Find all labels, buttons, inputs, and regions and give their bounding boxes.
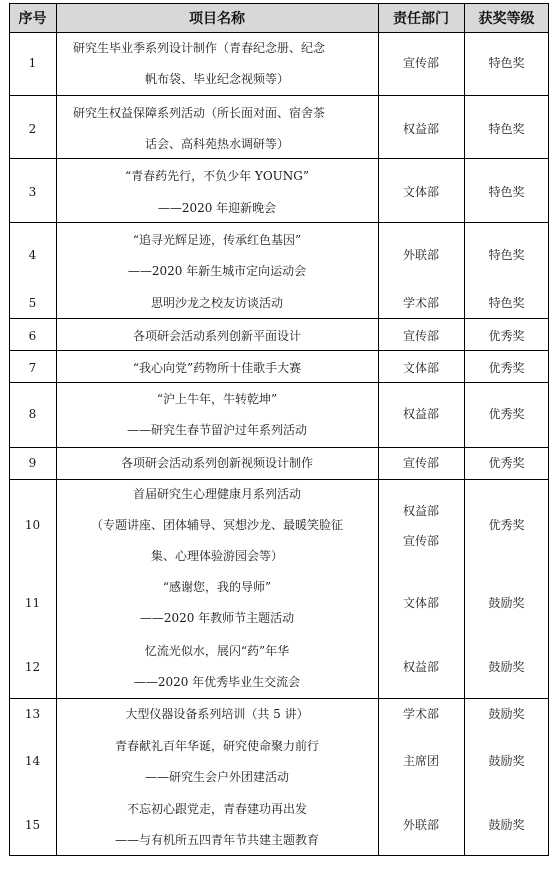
row-project-name: ——2020 年新生城市定向运动会 xyxy=(127,264,307,278)
row-project-name: 话会、高科苑热水调研等） xyxy=(144,137,290,151)
row-award-level: 鼓励奖 xyxy=(488,754,525,768)
row-award-level: 特色奖 xyxy=(488,122,525,136)
row-divider xyxy=(9,698,549,699)
row-department: 宣传部 xyxy=(402,456,440,470)
row-award-level: 优秀奖 xyxy=(488,329,525,343)
row-project-name: “感谢您，我的导师” xyxy=(162,580,272,594)
row-seq: 6 xyxy=(28,329,37,343)
row-project-name: 思明沙龙之校友访谈活动 xyxy=(150,296,284,310)
row-department: 权益部 xyxy=(402,407,440,421)
row-department: 学术部 xyxy=(402,707,440,721)
row-award-level: 优秀奖 xyxy=(488,407,525,421)
header-department: 责任部门 xyxy=(378,3,464,32)
row-project-name: 不忘初心跟党走，青春建功再出发 xyxy=(126,802,308,816)
row-department: 宣传部 xyxy=(402,56,440,70)
column-divider xyxy=(464,3,465,856)
row-department: 权益部 xyxy=(402,504,440,518)
row-award-level: 鼓励奖 xyxy=(488,818,525,832)
row-award-level: 特色奖 xyxy=(488,248,525,262)
row-award-level: 优秀奖 xyxy=(488,456,525,470)
row-seq: 1 xyxy=(28,56,37,70)
row-department: 宣传部 xyxy=(402,534,440,548)
row-project-name: （专题讲座、团体辅导、冥想沙龙、最暖笑脸征 xyxy=(90,518,344,532)
row-department: 外联部 xyxy=(402,818,440,832)
row-project-name: 大型仪器设备系列培训（共 5 讲） xyxy=(125,707,309,721)
row-department: 外联部 xyxy=(402,248,440,262)
row-seq: 7 xyxy=(28,361,37,375)
row-divider xyxy=(9,382,549,383)
row-project-name: “沪上牛年，牛转乾坤” xyxy=(156,392,278,406)
row-seq: 12 xyxy=(24,660,41,674)
row-department: 文体部 xyxy=(402,361,440,375)
column-divider xyxy=(548,3,549,856)
row-department: 学术部 xyxy=(402,296,440,310)
row-seq: 5 xyxy=(28,296,37,310)
row-department: 权益部 xyxy=(402,122,440,136)
row-award-level: 优秀奖 xyxy=(488,518,525,532)
row-project-name: ——2020 年教师节主题活动 xyxy=(139,611,295,625)
row-project-name: 青春献礼百年华诞，研究使命聚力前行 xyxy=(114,739,320,753)
row-project-name: ——研究生春节留沪过年系列活动 xyxy=(126,423,308,437)
row-project-name: “追寻光辉足迹，传承红色基因” xyxy=(132,233,302,247)
row-project-name: 集、心理体验游园会等） xyxy=(150,549,284,563)
row-project-name: ——2020 年优秀毕业生交流会 xyxy=(133,675,301,689)
row-seq: 14 xyxy=(24,754,41,768)
row-seq: 10 xyxy=(24,518,41,532)
row-seq: 3 xyxy=(28,185,37,199)
row-seq: 8 xyxy=(28,407,37,421)
row-department: 权益部 xyxy=(402,660,440,674)
row-seq: 13 xyxy=(24,707,41,721)
row-award-level: 优秀奖 xyxy=(488,361,525,375)
row-seq: 15 xyxy=(24,818,41,832)
row-divider xyxy=(9,318,549,319)
awards-table xyxy=(9,3,549,856)
row-project-name: ——与有机所五四青年节共建主题教育 xyxy=(114,833,320,847)
row-seq: 11 xyxy=(24,596,41,610)
header-divider xyxy=(9,32,549,33)
row-divider xyxy=(9,350,549,351)
header-project-name: 项目名称 xyxy=(56,3,378,32)
column-divider xyxy=(378,3,379,856)
row-project-name: 研究生权益保障系列活动（所长面对面、宿舍茶 xyxy=(73,106,326,120)
row-department: 文体部 xyxy=(402,185,440,199)
row-project-name: 帆布袋、毕业纪念视频等） xyxy=(144,72,290,86)
table-border-bottom xyxy=(9,855,549,856)
row-award-level: 特色奖 xyxy=(488,56,525,70)
row-project-name: 忆流光似水，展闪“药”年华 xyxy=(144,644,290,658)
row-divider xyxy=(9,447,549,448)
row-divider xyxy=(9,479,549,480)
column-divider xyxy=(9,3,10,856)
header-seq: 序号 xyxy=(9,3,56,32)
row-project-name: ——2020 年迎新晚会 xyxy=(157,201,277,215)
row-project-name: 各项研会活动系列创新平面设计 xyxy=(132,329,302,343)
row-divider xyxy=(9,95,549,96)
row-seq: 4 xyxy=(28,248,37,262)
column-divider xyxy=(56,3,57,856)
row-seq: 2 xyxy=(28,122,37,136)
row-seq: 9 xyxy=(28,456,37,470)
row-award-level: 鼓励奖 xyxy=(488,660,525,674)
row-project-name: “青春药先行，不负少年 YOUNG” xyxy=(124,169,310,183)
row-divider xyxy=(9,222,549,223)
row-project-name: ——研究生会户外团建活动 xyxy=(144,770,290,784)
row-award-level: 鼓励奖 xyxy=(488,707,525,721)
row-award-level: 特色奖 xyxy=(488,296,525,310)
row-department: 主席团 xyxy=(402,754,440,768)
row-project-name: 首届研究生心理健康月系列活动 xyxy=(132,487,302,501)
row-department: 宣传部 xyxy=(402,329,440,343)
row-project-name: 各项研会活动系列创新视频设计制作 xyxy=(120,456,314,470)
row-department: 文体部 xyxy=(402,596,440,610)
row-project-name: “我心向党”药物所十佳歌手大赛 xyxy=(132,361,302,375)
row-project-name: 研究生毕业季系列设计制作（青春纪念册、纪念 xyxy=(73,41,326,55)
table-border-top xyxy=(9,3,549,4)
row-award-level: 特色奖 xyxy=(488,185,525,199)
header-award-level: 获奖等级 xyxy=(464,3,549,32)
row-award-level: 鼓励奖 xyxy=(488,596,525,610)
row-divider xyxy=(9,158,549,159)
